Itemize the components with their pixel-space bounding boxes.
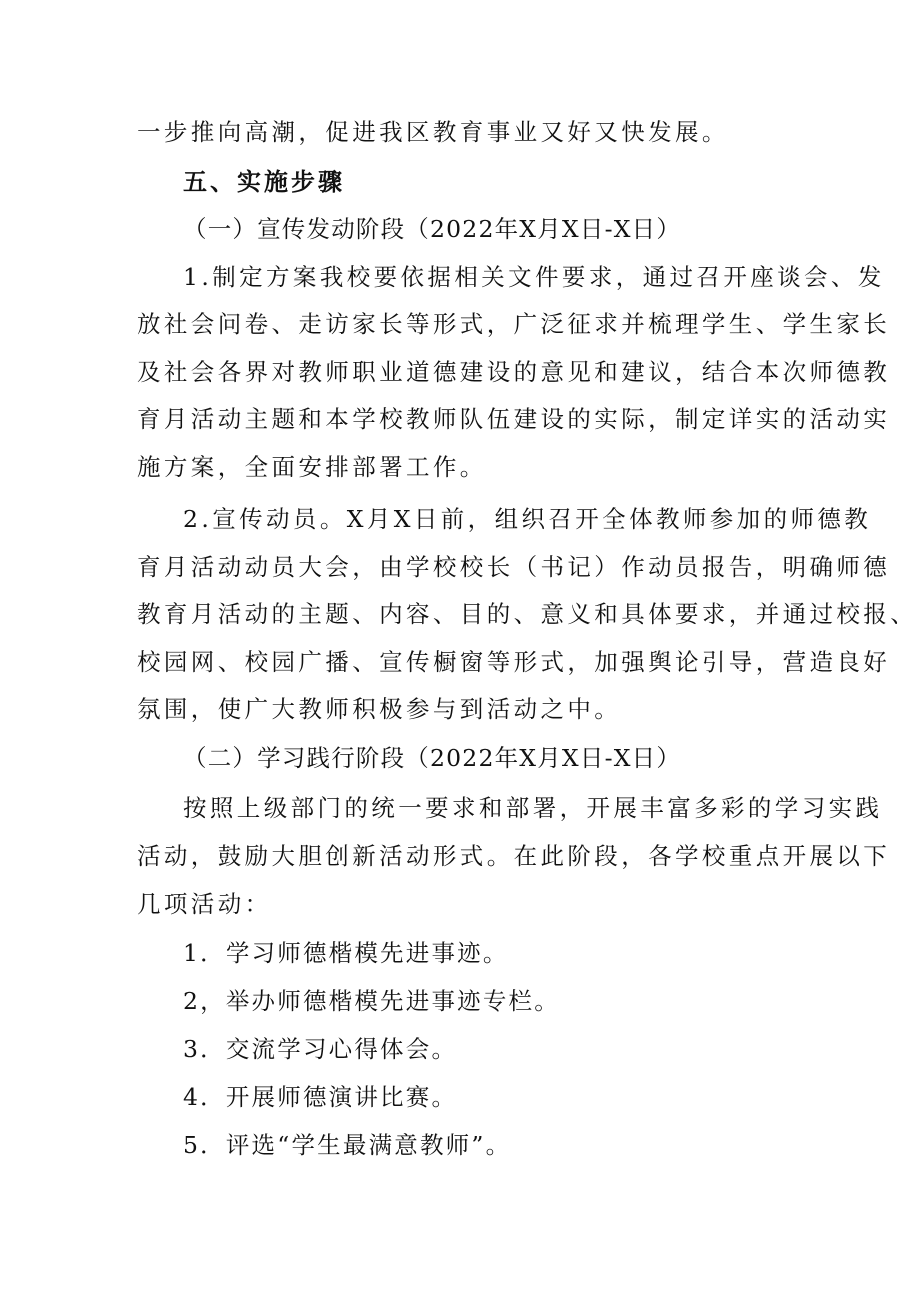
paragraph-line: 及社会各界对教师职业道德建设的意见和建议，结合本次师德教	[137, 358, 891, 386]
paragraph-line: 一步推向高潮，促进我区教育事业又好又快发展。	[137, 118, 729, 146]
paragraph-line: 2.宣传动员。X月X日前，组织召开全体教师参加的师德教	[183, 505, 872, 533]
paragraph-line: 按照上级部门的统一要求和部署，开展丰富多彩的学习实践	[183, 794, 883, 822]
paragraph-line: 放社会问卷、走访家长等形式，广泛征求并梳理学生、学生家长	[137, 310, 891, 338]
paragraph-line: 几项活动：	[137, 890, 272, 918]
list-item: 1．学习师德楷模先进事迹。	[183, 939, 509, 967]
list-item: 3．交流学习心得体会。	[183, 1035, 458, 1063]
paragraph-line: 教育月活动的主题、内容、目的、意义和具体要求，并通过校报、	[137, 600, 918, 628]
list-item: 2，举办师德楷模先进事迹专栏。	[183, 987, 560, 1015]
paragraph-line: 活动，鼓励大胆创新活动形式。在此阶段，各学校重点开展以下	[137, 842, 891, 870]
list-item: 5．评选“学生最满意教师”。	[183, 1131, 512, 1159]
paragraph-line: 育月活动主题和本学校教师队伍建设的实际，制定详实的活动实	[137, 405, 891, 433]
section-heading: 五、实施步骤	[183, 168, 345, 196]
list-item: 4．开展师德演讲比赛。	[183, 1083, 458, 1111]
paragraph-line: 施方案，全面安排部署工作。	[137, 453, 487, 481]
subsection-heading: （一）宣传发动阶段（2022年X月X日-X日）	[183, 215, 682, 243]
paragraph-line: 校园网、校园广播、宣传橱窗等形式，加强舆论引导，营造良好	[137, 648, 891, 676]
paragraph-line: 育月活动动员大会，由学校校长（书记）作动员报告，明确师德	[137, 553, 891, 581]
subsection-heading: （二）学习践行阶段（2022年X月X日-X日）	[183, 744, 682, 772]
paragraph-line: 氛围，使广大教师积极参与到活动之中。	[137, 695, 622, 723]
paragraph-line: 1.制定方案我校要依据相关文件要求，通过召开座谈会、发	[183, 263, 885, 291]
